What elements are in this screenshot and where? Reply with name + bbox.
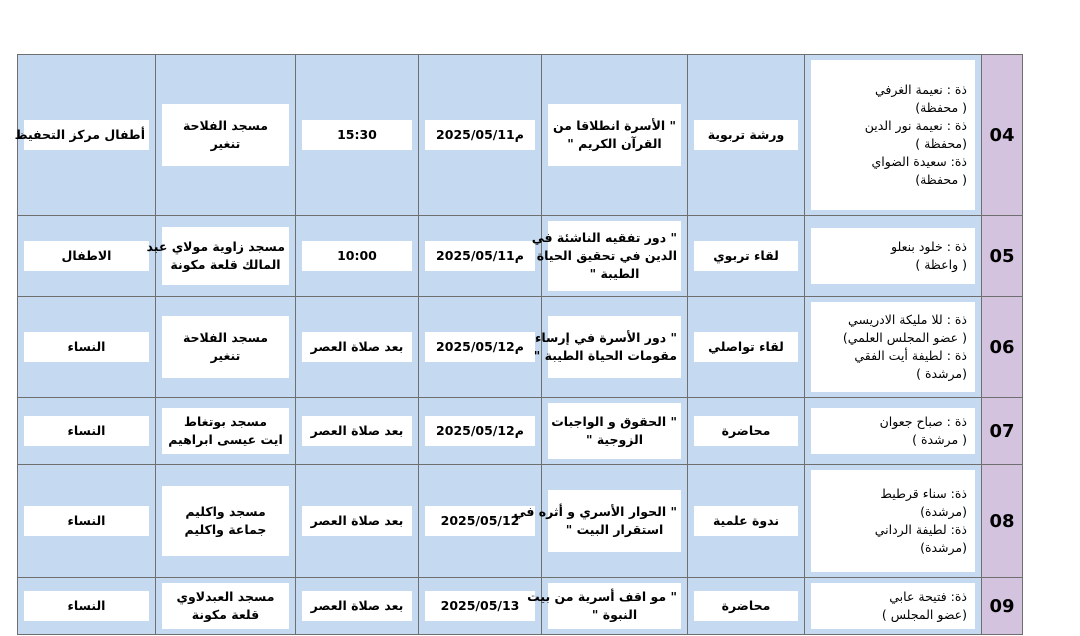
date-text: 2025/05/11م — [436, 248, 524, 263]
row-number: 04 — [989, 124, 1015, 146]
place-box — [146, 227, 289, 285]
type-text: ندوة علمية — [712, 513, 780, 528]
place-line: قلعة مكونة — [191, 607, 260, 622]
speakers-box — [811, 470, 975, 572]
place-box — [162, 408, 289, 454]
audience-text: النساء — [67, 598, 106, 613]
audience-cell — [18, 216, 156, 297]
topic-cell — [533, 297, 688, 398]
type-text: ورشة تربوية — [707, 127, 785, 142]
speakers-line: ذة: لطيفة الرداني — [874, 522, 967, 537]
audience-box — [24, 416, 149, 446]
date-text: 2025/05/13 — [440, 598, 520, 613]
audience-text: النساء — [67, 423, 106, 438]
row-number: 07 — [989, 420, 1015, 442]
speakers-line: ( مرشدة ) — [912, 432, 967, 447]
speakers-line: (عضو المجلس ) — [881, 607, 967, 622]
speakers-line: (مرشدة) — [920, 504, 967, 519]
place-box — [162, 104, 289, 166]
activity-type-box — [694, 120, 798, 150]
activity-type-cell — [688, 55, 805, 216]
date-box — [425, 120, 535, 150]
place-box — [162, 486, 289, 556]
audience-text: النساء — [67, 339, 106, 354]
title-line: " الحوار الأسري و أثره في — [513, 504, 677, 519]
time-text: بعد صلاة العصر — [310, 598, 404, 613]
title-line: " مو اقف أسرية من بيت — [527, 589, 677, 604]
speakers-box — [811, 302, 975, 392]
speakers-cell — [805, 465, 982, 578]
speakers-box — [811, 408, 975, 454]
audience-box — [24, 506, 149, 536]
table-row — [18, 55, 1023, 216]
place-line: مسجد بوتغاط — [184, 414, 267, 429]
activity-type-box — [694, 506, 798, 536]
time-box — [302, 120, 412, 150]
time-cell — [296, 297, 419, 398]
activity-type-box — [694, 332, 798, 362]
row-number-cell — [982, 578, 1023, 635]
type-text: لقاء تواصلي — [708, 339, 784, 354]
title-line: استقرار البيت " — [565, 522, 664, 537]
speakers-line: ذة: فتيحة عابي — [889, 589, 967, 604]
place-cell — [156, 578, 296, 635]
place-line: مسجد الفلاحة — [182, 330, 269, 345]
audience-text: الاطفال — [61, 248, 112, 263]
date-cell — [419, 297, 542, 398]
type-text: لقاء تربوي — [713, 248, 779, 263]
table-row — [18, 398, 1023, 465]
audience-text: النساء — [67, 513, 106, 528]
time-cell — [296, 578, 419, 635]
date-text: 2025/05/11م — [436, 127, 524, 142]
time-text: 15:30 — [337, 127, 377, 142]
place-cell — [156, 297, 296, 398]
place-cell — [156, 398, 296, 465]
activity-type-cell — [688, 398, 805, 465]
time-text: 10:00 — [337, 248, 377, 263]
time-box — [302, 241, 412, 271]
title-line: القرآن الكريم " — [567, 136, 662, 151]
activity-type-box — [694, 591, 798, 621]
activity-type-box — [694, 416, 798, 446]
time-box — [302, 416, 412, 446]
place-box — [162, 583, 289, 629]
speakers-line: ذة : نعيمة نور الدين — [864, 118, 967, 133]
activity-type-cell — [688, 216, 805, 297]
topic-box — [513, 490, 681, 552]
type-text: محاضرة — [721, 423, 771, 438]
table-row — [18, 465, 1023, 578]
date-text: 2025/05/12م — [436, 339, 524, 354]
activity-type-cell — [688, 578, 805, 635]
date-cell — [419, 578, 542, 635]
speakers-line: ذة: سناء قرطيط — [880, 486, 967, 501]
topic-box — [548, 104, 681, 166]
audience-text: أطفال مركز التحفيظ — [14, 127, 145, 142]
date-cell — [419, 465, 542, 578]
audience-cell — [18, 465, 156, 578]
table-row — [18, 216, 1023, 297]
title-line: مقومات الحياة الطيبة " — [533, 348, 677, 363]
speakers-line: (مرشدة) — [920, 540, 967, 555]
place-cell — [156, 465, 296, 578]
topic-cell — [542, 55, 688, 216]
topic-box — [548, 403, 681, 459]
title-line: النبوة " — [591, 607, 638, 622]
row-number: 09 — [989, 595, 1015, 617]
topic-cell — [542, 398, 688, 465]
date-box — [425, 416, 535, 446]
time-text: بعد صلاة العصر — [310, 339, 404, 354]
date-cell — [419, 398, 542, 465]
row-number-cell — [982, 55, 1023, 216]
speakers-line: (محفظة ) — [915, 136, 967, 151]
schedule-sheet — [14, 54, 1022, 635]
date-cell — [419, 216, 542, 297]
speakers-line: ذة : نعيمة الغرفي — [874, 82, 967, 97]
topic-box — [533, 316, 681, 378]
topic-cell — [531, 216, 688, 297]
activity-type-cell — [688, 297, 805, 398]
place-line: جماعة واكليم — [184, 522, 267, 537]
row-number: 06 — [989, 336, 1015, 358]
date-box — [425, 591, 535, 621]
audience-box — [24, 241, 149, 271]
speakers-line: ذة : خلود بنعلو — [890, 239, 967, 254]
speakers-box — [811, 583, 975, 629]
time-cell — [296, 465, 419, 578]
topic-box — [531, 221, 681, 291]
date-text: 2025/05/12 — [440, 513, 520, 528]
title-line: " دور تفقيه الناشئة في — [531, 230, 677, 245]
time-box — [302, 332, 412, 362]
speakers-cell — [805, 297, 982, 398]
activity-type-box — [694, 241, 798, 271]
speakers-cell — [805, 55, 982, 216]
audience-cell — [14, 55, 156, 216]
place-line: مسجد واكليم — [185, 504, 266, 519]
topic-cell — [513, 465, 688, 578]
date-box — [425, 241, 535, 271]
date-text: 2025/05/12م — [436, 423, 524, 438]
time-cell — [296, 216, 419, 297]
time-text: بعد صلاة العصر — [310, 423, 404, 438]
title-line: الطيبة " — [589, 266, 640, 281]
row-number: 08 — [989, 510, 1015, 532]
topic-cell — [527, 578, 688, 635]
audience-box — [24, 591, 149, 621]
time-cell — [296, 55, 419, 216]
schedule-table — [14, 54, 1023, 635]
date-box — [425, 332, 535, 362]
place-line: ايت عيسى ابراهيم — [168, 432, 283, 447]
audience-cell — [18, 398, 156, 465]
row-number-cell — [982, 297, 1023, 398]
audience-box — [14, 120, 149, 150]
speakers-line: ( واعظة ) — [915, 257, 967, 272]
speakers-cell — [805, 398, 982, 465]
table-row — [18, 297, 1023, 398]
speakers-line: ذة : لطيفة أيت الفقي — [854, 348, 967, 363]
topic-box — [527, 583, 681, 629]
title-line: الزوجية " — [585, 432, 644, 447]
place-line: المالك قلعة مكونة — [170, 257, 281, 272]
speakers-line: ذة : للا مليكة الادريسي — [848, 312, 967, 327]
speakers-box — [811, 60, 975, 210]
place-line: مسجد العبدلاوي — [176, 589, 275, 604]
time-box — [302, 591, 412, 621]
speakers-cell — [805, 216, 982, 297]
place-line: مسجد زاوية مولاي عبد — [146, 239, 285, 254]
row-number-cell — [982, 216, 1023, 297]
speakers-line: ( محفظة) — [915, 100, 967, 115]
place-cell — [156, 55, 296, 216]
time-text: بعد صلاة العصر — [310, 513, 404, 528]
speakers-line: ذة: سعيدة الضواي — [871, 154, 967, 169]
type-text: محاضرة — [721, 598, 771, 613]
title-line: " دور الأسرة في إرساء — [534, 330, 677, 345]
audience-cell — [18, 297, 156, 398]
activity-type-cell — [688, 465, 805, 578]
place-line: تنغير — [210, 136, 241, 151]
place-box — [162, 316, 289, 378]
speakers-line: (مرشدة ) — [916, 366, 967, 381]
audience-box — [24, 332, 149, 362]
audience-cell — [18, 578, 156, 635]
time-cell — [296, 398, 419, 465]
row-number-cell — [982, 398, 1023, 465]
title-line: " الحقوق و الواجبات — [551, 414, 677, 429]
title-line: الدين في تحقيق الحياة — [536, 248, 677, 263]
title-line: " الأسرة انطلاقا من — [552, 118, 677, 133]
place-cell — [146, 216, 296, 297]
time-box — [302, 506, 412, 536]
speakers-cell — [805, 578, 982, 635]
speakers-line: ( عضو المجلس العلمي) — [842, 330, 967, 345]
row-number-cell — [982, 465, 1023, 578]
place-line: مسجد الفلاحة — [182, 118, 269, 133]
row-number: 05 — [989, 245, 1015, 267]
speakers-box — [811, 228, 975, 284]
speakers-line: ( محفظة) — [915, 172, 967, 187]
speakers-line: ذة : صباح جعوان — [879, 414, 967, 429]
place-line: تنغير — [210, 348, 241, 363]
table-row — [18, 578, 1023, 635]
date-cell — [419, 55, 542, 216]
